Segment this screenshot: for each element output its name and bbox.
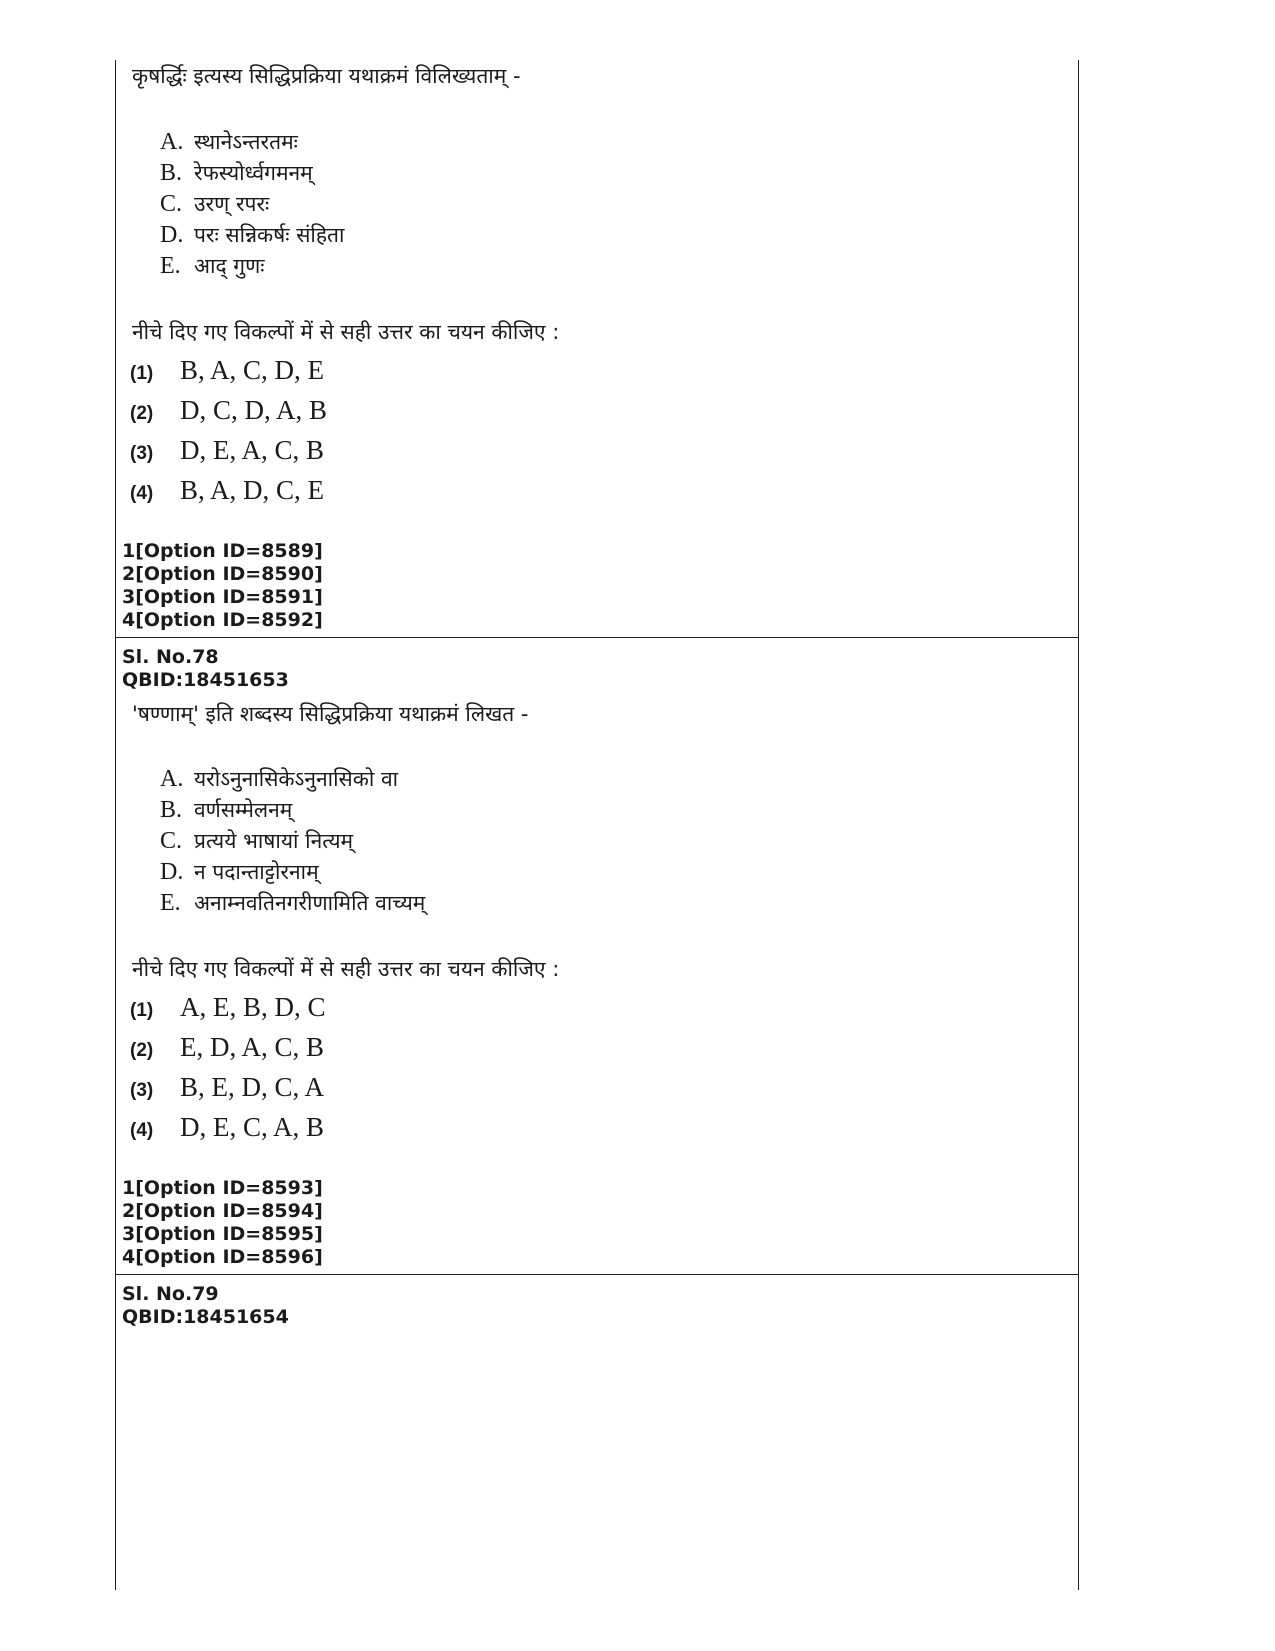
page-frame-left-border [115, 60, 116, 1590]
option-id-4: 4[Option ID=8592] [122, 609, 323, 631]
statement-a: A. यरोऽनुनासिकेऽनुनासिको वा [160, 766, 399, 792]
answer-option-3[interactable]: (3) B, E, D, C, A [130, 1072, 325, 1102]
answer-option-2[interactable]: (2) D, C, D, A, B [130, 395, 328, 425]
instruction-text: नीचे दिए गए विकल्पों में से सही उत्तर का चयन कीजिए : [132, 320, 560, 344]
serial-number: Sl. No.78 [122, 646, 219, 668]
answer-option-1[interactable]: (1) A, E, B, D, C [130, 992, 326, 1022]
answer-option-3[interactable]: (3) D, E, A, C, B [130, 435, 325, 465]
statement-b: B. रेफस्योर्ध्वगमनम् [160, 160, 313, 186]
statement-e: E. आद् गुणः [160, 253, 265, 279]
option-id-2: 2[Option ID=8594] [122, 1200, 323, 1222]
answer-option-4[interactable]: (4) B, A, D, C, E [130, 475, 325, 505]
statement-e: E. अनाम्नवतिनगरीणामिति वाच्यम् [160, 890, 426, 916]
statement-a: A. स्थानेऽन्तरतमः [160, 129, 298, 155]
answer-option-1[interactable]: (1) B, A, C, D, E [130, 355, 325, 385]
statement-b: B. वर्णसम्मेलनम् [160, 797, 293, 823]
qbid: QBID:18451653 [122, 669, 289, 691]
serial-number: Sl. No.79 [122, 1283, 219, 1305]
answer-option-4[interactable]: (4) D, E, C, A, B [130, 1112, 325, 1142]
page-frame-right-border [1078, 60, 1079, 1590]
question-stem: 'षण्णाम्' इति शब्दस्य सिद्धिप्रक्रिया यथाक्रमं लिखत - [132, 702, 529, 726]
option-id-1: 1[Option ID=8589] [122, 540, 323, 562]
option-id-4: 4[Option ID=8596] [122, 1246, 323, 1268]
statement-c: C. उरण् रपरः [160, 191, 270, 217]
question-divider [115, 637, 1078, 638]
qbid: QBID:18451654 [122, 1306, 289, 1328]
option-id-2: 2[Option ID=8590] [122, 563, 323, 585]
question-stem: कृषर्द्धिः इत्यस्य सिद्धिप्रक्रिया यथाक्रमं विलिख्यताम् - [132, 64, 521, 88]
instruction-text: नीचे दिए गए विकल्पों में से सही उत्तर का चयन कीजिए : [132, 957, 560, 981]
option-id-3: 3[Option ID=8595] [122, 1223, 323, 1245]
statement-d: D. न पदान्ताट्टोरनाम् [160, 859, 319, 885]
answer-option-2[interactable]: (2) E, D, A, C, B [130, 1032, 325, 1062]
statement-c: C. प्रत्यये भाषायां नित्यम् [160, 828, 354, 854]
option-id-3: 3[Option ID=8591] [122, 586, 323, 608]
question-divider [115, 1274, 1078, 1275]
statement-d: D. परः सन्निकर्षः संहिता [160, 222, 345, 248]
option-id-1: 1[Option ID=8593] [122, 1177, 323, 1199]
